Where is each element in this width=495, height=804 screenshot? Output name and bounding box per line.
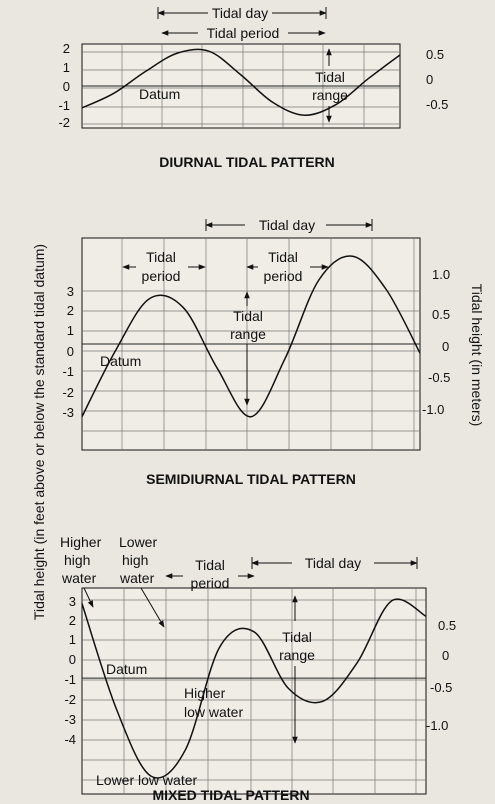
semidiurnal-ytick-left: 2 xyxy=(66,303,74,318)
semidiurnal-ytick-left: -2 xyxy=(62,385,74,400)
diurnal-ytick-right: -0.5 xyxy=(426,97,449,112)
semidiurnal-ytick-right: 1.0 xyxy=(432,267,451,282)
tidal-range-label: Tidal xyxy=(282,629,312,645)
diurnal-panel xyxy=(58,5,448,170)
semidiurnal-panel xyxy=(62,217,450,487)
y-axis-label-left: Tidal height (in feet above or below the standard tidal datum) xyxy=(31,243,47,621)
semidiurnal-ytick-right: -1.0 xyxy=(422,402,445,417)
mixed-ytick-left: -2 xyxy=(64,692,76,707)
tidal-period-label: Tidal xyxy=(195,557,225,573)
mixed-title: MIXED TIDAL PATTERN xyxy=(152,787,310,803)
lower-low-water-label: Lower low water xyxy=(96,772,198,788)
tidal-day-label: Tidal day xyxy=(258,217,316,233)
tidal-period-label: Tidal xyxy=(268,249,298,265)
lower-high-water-label: Lower xyxy=(119,534,158,550)
diurnal-ytick-left: 2 xyxy=(62,41,70,56)
higher-high-water-label: water xyxy=(62,570,97,586)
tidal-range-label: Tidal xyxy=(315,69,345,85)
lower-high-water-label: high xyxy=(122,552,149,568)
higher-low-water-label: Higher xyxy=(184,685,226,701)
semidiurnal-ytick-right: 0.5 xyxy=(432,307,451,322)
mixed-ytick-left: 1 xyxy=(68,632,76,647)
mixed-ytick-left: 0 xyxy=(68,652,76,667)
diurnal-title: DIURNAL TIDAL PATTERN xyxy=(159,154,335,170)
datum-label: Datum xyxy=(106,661,148,677)
mixed-plot-area xyxy=(82,588,426,794)
diurnal-ytick-left: -2 xyxy=(58,115,70,130)
mixed-ytick-right: 0 xyxy=(442,648,450,663)
mixed-ytick-right: -1.0 xyxy=(426,718,449,733)
tidal-period-label: Tidal period xyxy=(206,25,280,41)
tidal-range-label: range xyxy=(312,87,348,103)
datum-label: Datum xyxy=(100,353,142,369)
higher-low-water-label: low water xyxy=(184,704,244,720)
tidal-period-label: period xyxy=(263,268,303,284)
semidiurnal-ytick-left: 1 xyxy=(66,323,74,338)
semidiurnal-ytick-right: -0.5 xyxy=(428,370,451,385)
tidal-period-label: period xyxy=(141,268,181,284)
tidal-range-label: range xyxy=(279,647,315,663)
mixed-ytick-left: -4 xyxy=(64,732,76,747)
tidal-range-label: Tidal xyxy=(233,308,263,324)
mixed-ytick-left: 2 xyxy=(68,613,76,628)
datum-label: Datum xyxy=(139,86,181,102)
semidiurnal-ytick-left: -3 xyxy=(62,405,74,420)
tidal-range-label: range xyxy=(230,326,266,342)
mixed-panel xyxy=(60,534,456,803)
diurnal-ytick-right: 0.5 xyxy=(426,47,445,62)
diurnal-ytick-left: 0 xyxy=(62,79,70,94)
semidiurnal-title: SEMIDIURNAL TIDAL PATTERN xyxy=(146,471,356,487)
mixed-ytick-left: 3 xyxy=(68,594,76,609)
semidiurnal-ytick-left: -1 xyxy=(62,364,74,379)
tidal-day-label: Tidal day xyxy=(211,5,269,21)
mixed-ytick-right: -0.5 xyxy=(430,680,453,695)
diurnal-ytick-left: -1 xyxy=(58,98,70,113)
mixed-ytick-left: -3 xyxy=(64,712,76,727)
semidiurnal-ytick-right: 0 xyxy=(442,339,450,354)
higher-high-water-label: Higher xyxy=(60,534,102,550)
higher-high-water-label: high xyxy=(64,552,91,568)
diurnal-ytick-right: 0 xyxy=(426,72,434,87)
mixed-ytick-right: 0.5 xyxy=(438,618,457,633)
tidal-day-label: Tidal day xyxy=(304,555,362,571)
diurnal-ytick-left: 1 xyxy=(62,60,70,75)
lower-high-water-label: water xyxy=(120,570,155,586)
y-axis-label-right: Tidal height (in meters) xyxy=(469,283,485,427)
semidiurnal-ytick-left: 3 xyxy=(66,284,74,299)
tidal-period-label: Tidal xyxy=(146,249,176,265)
tidal-period-label: period xyxy=(190,575,230,591)
semidiurnal-ytick-left: 0 xyxy=(66,344,74,359)
mixed-ytick-left: -1 xyxy=(64,672,76,687)
